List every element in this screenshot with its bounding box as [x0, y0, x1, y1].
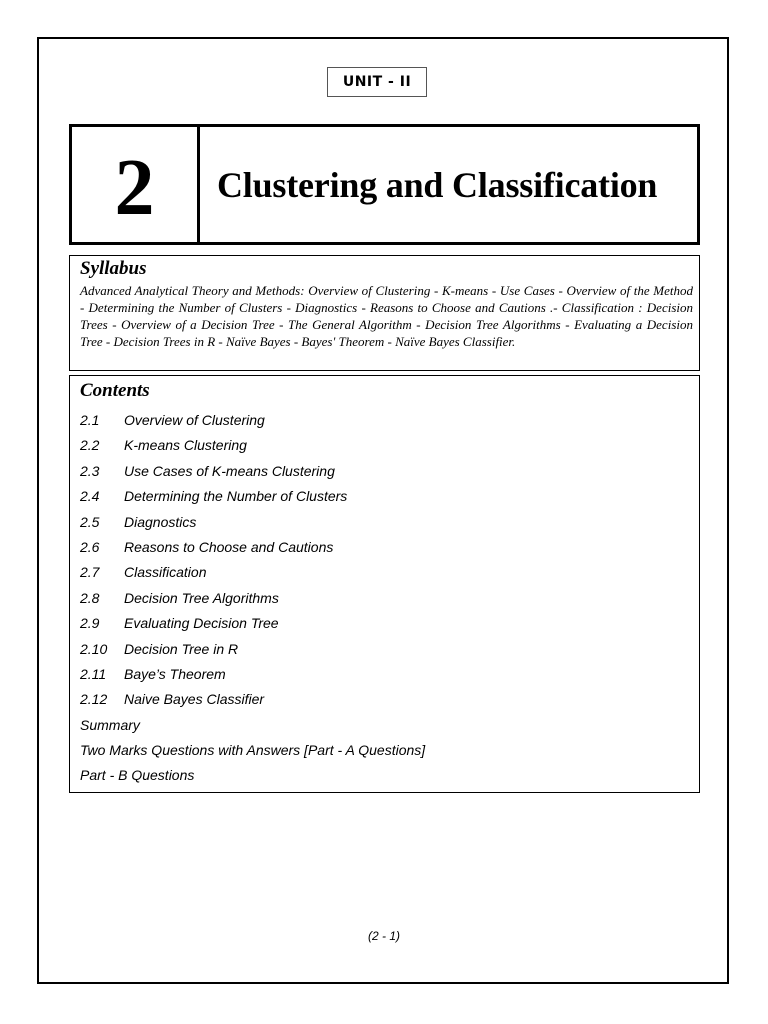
contents-item-label: K-means Clustering [124, 437, 247, 454]
contents-item[interactable] [80, 637, 689, 662]
syllabus-section [69, 255, 700, 371]
contents-item-label: Naive Bayes Classifier [124, 691, 265, 708]
contents-item-label: Decision Tree in R [124, 640, 239, 657]
contents-item[interactable] [80, 535, 689, 560]
contents-item-label: Overview of Clustering [124, 412, 265, 428]
contents-item-number: 2.3 [80, 462, 100, 479]
contents-item-number: 2.12 [80, 691, 108, 708]
contents-item-number: 2.11 [80, 665, 107, 682]
contents-item[interactable] [80, 662, 689, 687]
unit-label: UNIT - II [327, 67, 427, 97]
contents-item[interactable] [80, 484, 689, 509]
contents-item-number: 2.7 [80, 564, 100, 581]
contents-item[interactable] [80, 433, 689, 458]
contents-item-number: 2.10 [80, 640, 108, 657]
chapter-header [69, 124, 700, 245]
contents-item-label: Use Cases of K-means Clustering [124, 462, 335, 479]
contents-list [80, 408, 689, 789]
contents-item-part-b[interactable] [80, 763, 689, 788]
contents-item[interactable] [80, 459, 689, 484]
contents-item-number: 2.8 [80, 589, 100, 606]
contents-item-number: 2.2 [80, 437, 100, 454]
contents-item[interactable] [80, 586, 689, 611]
contents-item-label: Decision Tree Algorithms [124, 589, 279, 606]
contents-item-label: Baye’s Theorem [124, 665, 226, 682]
contents-item[interactable] [80, 408, 689, 433]
contents-heading: Contents [80, 380, 150, 401]
contents-item[interactable] [80, 510, 689, 535]
contents-item[interactable] [80, 687, 689, 712]
contents-item-number: 2.9 [80, 615, 100, 632]
contents-item-label: Classification [124, 564, 207, 581]
contents-item-summary[interactable] [80, 713, 689, 738]
contents-item-number: 2.1 [80, 412, 100, 428]
chapter-title: Clustering and Classification [217, 164, 658, 205]
contents-item-label: Summary [80, 716, 140, 733]
contents-item-number: 2.5 [80, 513, 100, 530]
page-number: (2 - 1) [367, 929, 400, 943]
contents-item[interactable] [80, 560, 689, 585]
contents-item-label: Part - B Questions [80, 767, 195, 784]
chapter-number: 2 [72, 127, 200, 242]
contents-item-label: Reasons to Choose and Cautions [124, 538, 334, 555]
contents-item-label: Evaluating Decision Tree [124, 615, 279, 632]
syllabus-text: Advanced Analytical Theory and Methods: Overview of Clustering - K-means - Use Cases - Overview of the Method - Determining the Number of Clusters - Diagnostics - Reasons to Choose and Cautions .- Classification : Decision Trees - Overview of a Decision Tree - The General Algorithm - Decision Tree Algorithms - Evaluating a Decision Tree - Decision Trees in R - Naïve Bayes - Bayes' Theorem - Naïve Bayes Classifier. [80, 283, 693, 349]
contents-section [69, 375, 700, 793]
contents-item-label: Diagnostics [124, 513, 197, 530]
contents-item-two-marks[interactable] [80, 738, 689, 763]
syllabus-heading: Syllabus [80, 258, 147, 279]
contents-item-label: Two Marks Questions with Answers [Part - A Questions] [80, 742, 426, 759]
contents-item-number: 2.4 [80, 488, 100, 505]
contents-item-number: 2.6 [80, 538, 100, 555]
contents-item-label: Determining the Number of Clusters [124, 488, 348, 505]
contents-item[interactable] [80, 611, 689, 636]
